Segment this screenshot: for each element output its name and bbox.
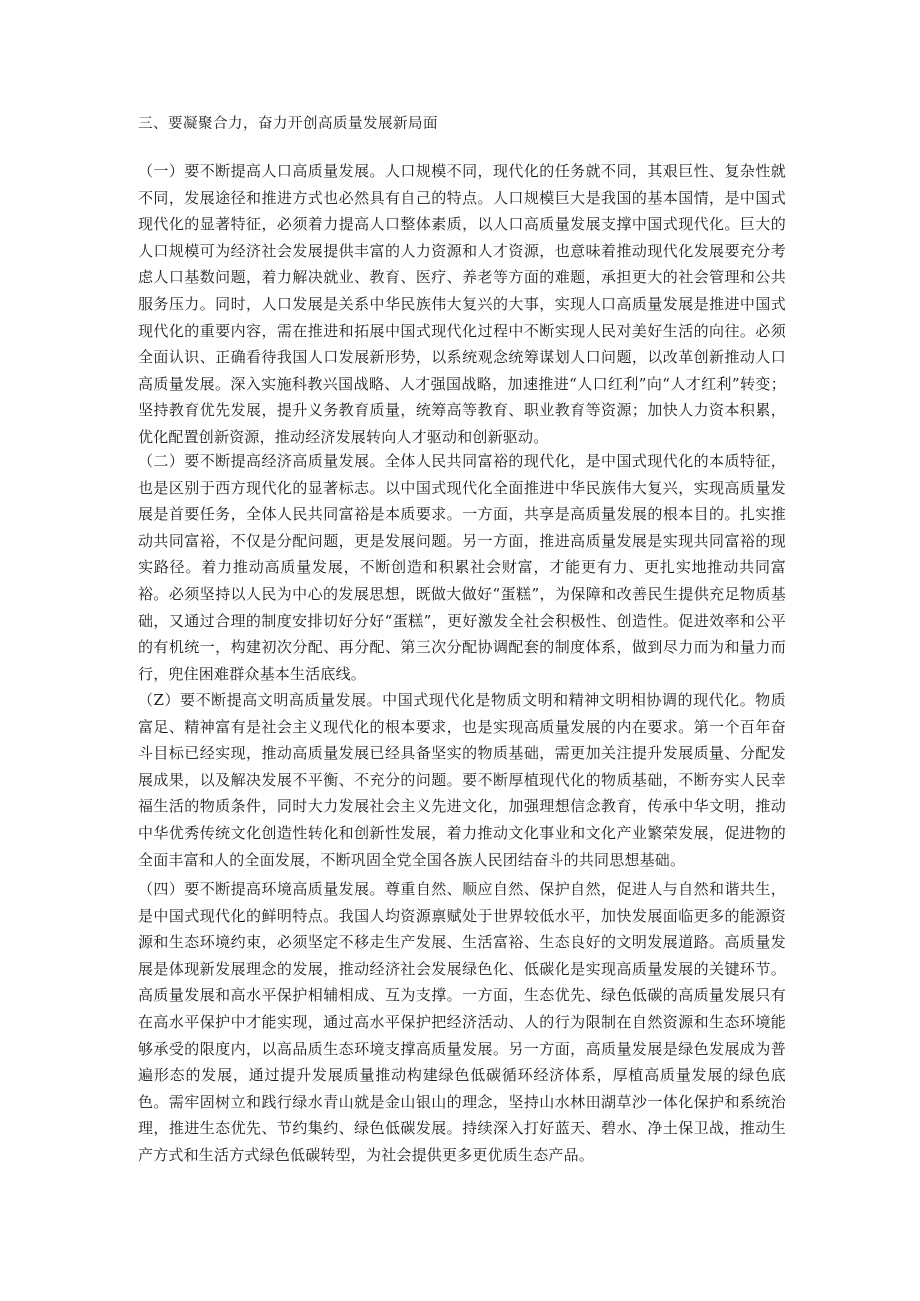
paragraph-civilization: （Z）要不断提高文明高质量发展。中国式现代化是物质文明和精神文明相协调的现代化。物质富足、精神富有是社会主义现代化的根本要求，也是实现高质量发展的内在要求。第一个百年奋斗目标已经实现，推动高质量发展已经具备坚实的物质基础，需更加关注提升发展质量、分配发展成果，以及解决发展不平衡、不充分的问题。要不断厚植现代化的物质基础，不断夯实人民幸福生活的物质条件，同时大力发展社会主义先进文化，加强理想信念教育，传承中华文明，推动中华优秀传统文化创造性转化和创新性发展，着力推动文化事业和文化产业繁荣发展，促进物的全面丰富和人的全面发展，不断巩固全党全国各族人民团结奋斗的共同思想基础。 [138,691,786,869]
paragraph-economy: （二）要不断提高经济高质量发展。全体人民共同富裕的现代化，是中国式现代化的本质特征，也是区别于西方现代化的显著标志。以中国式现代化全面推进中华民族伟大复兴，实现高质量发展是首要任务，全体人民共同富裕是本质要求。一方面，共享是高质量发展的根本目的。扎实推动共同富裕，不仅是分配问题，更是发展问题。另一方面，推进高质量发展是实现共同富裕的现实路径。着力推动高质量发展，不断创造和积累社会财富，才能更有力、更扎实地推动共同富裕。必须坚持以人民为中心的发展思想，既做大做好“蛋糕”，为保障和改善民生提供充足物质基础，又通过合理的制度安排切好分好“蛋糕”，更好激发全社会积极性、创造性。促进效率和公平的有机统一，构建初次分配、再分配、第三次分配协调配套的制度体系，做到尽力而为和量力而行，兜住困难群众基本生活底线。 [138,452,786,683]
paragraph-population: （一）要不断提高人口高质量发展。人口规模不同，现代化的任务就不同，其艰巨性、复杂性就不同，发展途径和推进方式也必然具有自己的特点。人口规模巨大是我国的基本国情，是中国式现代化的显著特征，必须着力提高人口整体素质，以人口高质量发展支撑中国式现代化。巨大的人口规模可为经济社会发展提供丰富的人力资源和人才资源，也意味着推动现代化发展要充分考虑人口基数问题，着力解决就业、教育、医疗、养老等方面的难题，承担更大的社会管理和公共服务压力。同时，人口发展是关系中华民族伟大复兴的大事，实现人口高质量发展是推进中国式现代化的重要内容，需在推进和拓展中国式现代化过程中不断实现人民对美好生活的向往。必须全面认识、正确看待我国人口发展新形势，以系统观念统筹谋划人口问题，以改革创新推动人口高质量发展。深入实施科教兴国战略、人才强国战略，加速推进“人口红利”向“人才红利”转变；坚持教育优先发展，提升义务教育质量，统筹高等教育、职业教育等资源；加快人力资本积累，优化配置创新资源，推动经济发展转向人才驱动和创新驱动。 [138,162,786,446]
section-heading: 三、要凝聚合力，奋力开创高质量发展新局面 [138,116,438,132]
paragraph-environment: （四）要不断提高环境高质量发展。尊重自然、顺应自然、保护自然，促进人与自然和谐共生，是中国式现代化的鲜明特点。我国人均资源禀赋处于世界较低水平，加快发展面临更多的能源资源和生态环境约束，必须坚定不移走生产发展、生活富裕、生态良好的文明发展道路。高质量发展是体现新发展理念的发展，推动经济社会发展绿色化、低碳化是实现高质量发展的关键环节。高质量发展和高水平保护相辅相成、互为支撑。一方面，生态优先、绿色低碳的高质量发展只有在高水平保护中才能实现，通过高水平保护把经济活动、人的行为限制在自然资源和生态环境能够承受的限度内，以高品质生态环境支撑高质量发展。另一方面，高质量发展是绿色发展成为普遍形态的发展，通过提升发展质量推动构建绿色低碳循环经济体系，厚植高质量发展的绿色底色。需牢固树立和践行绿水青山就是金山银山的理念，坚持山水林田湖草沙一体化保护和系统治理，推进生态优先、节约集约、绿色低碳发展。持续深入打好蓝天、碧水、净土保卫战，推动生产方式和生活方式绿色低碳转型，为社会提供更多更优质生态产品。 [138,880,786,1164]
